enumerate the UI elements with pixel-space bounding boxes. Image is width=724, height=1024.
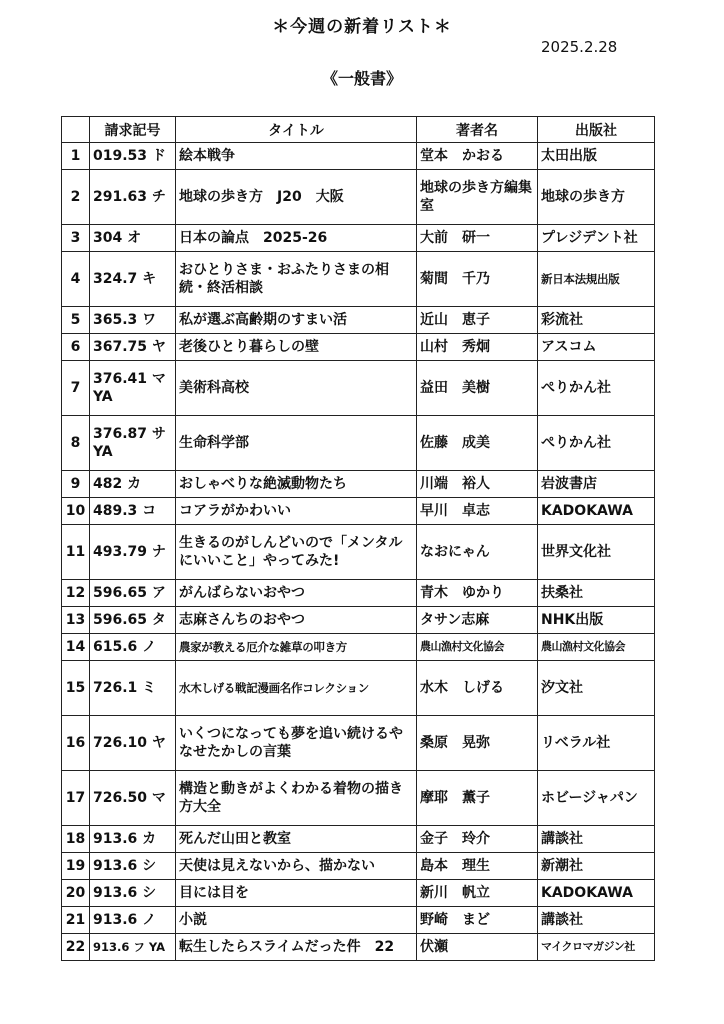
call-number-cell: 913.6 シ: [90, 880, 176, 907]
author-cell: 堂本 かおる: [417, 143, 538, 170]
title-cell: 地球の歩き方 J20 大阪: [176, 170, 417, 225]
column-header-number: [62, 117, 90, 143]
publisher-cell: マイクロマガジン社: [538, 934, 655, 961]
author-cell: 金子 玲介: [417, 826, 538, 853]
publisher-cell: 太田出版: [538, 143, 655, 170]
row-number: 6: [62, 334, 90, 361]
publisher-cell: ぺりかん社: [538, 416, 655, 471]
author-cell: 新川 帆立: [417, 880, 538, 907]
table-row: [62, 661, 655, 716]
publisher-cell: 世界文化社: [538, 525, 655, 580]
author-cell: 摩耶 薫子: [417, 771, 538, 826]
title-cell: 農家が教える厄介な雑草の叩き方: [176, 634, 417, 661]
table-row: [62, 498, 655, 525]
section-heading: 《一般書》: [321, 69, 402, 88]
row-number: 1: [62, 143, 90, 170]
title-cell: 日本の論点 2025-26: [176, 225, 417, 252]
table-header-row: [62, 117, 655, 143]
column-header-call-number: 請求記号: [90, 117, 176, 143]
table-row: [62, 880, 655, 907]
title-cell: 目には目を: [176, 880, 417, 907]
call-number-cell: 726.50 マ: [90, 771, 176, 826]
table-row: [62, 853, 655, 880]
table-row: [62, 826, 655, 853]
row-number: 9: [62, 471, 90, 498]
row-number: 15: [62, 661, 90, 716]
table-row: [62, 307, 655, 334]
table-row: [62, 143, 655, 170]
page-title: ＊今週の新着リスト＊: [272, 17, 452, 37]
publisher-cell: 岩波書店: [538, 471, 655, 498]
table-row: [62, 416, 655, 471]
publisher-cell: 汐文社: [538, 661, 655, 716]
table-row: [62, 525, 655, 580]
new-arrivals-table: [61, 116, 655, 961]
table-row: [62, 716, 655, 771]
author-cell: 益田 美樹: [417, 361, 538, 416]
table-row: [62, 170, 655, 225]
call-number-cell: 913.6 シ: [90, 853, 176, 880]
call-number-cell: 596.65 タ: [90, 607, 176, 634]
publisher-cell: ぺりかん社: [538, 361, 655, 416]
publisher-cell: アスコム: [538, 334, 655, 361]
author-cell: 近山 恵子: [417, 307, 538, 334]
author-cell: 佐藤 成美: [417, 416, 538, 471]
table-row: [62, 634, 655, 661]
table-row: [62, 225, 655, 252]
author-cell: 早川 卓志: [417, 498, 538, 525]
author-cell: 青木 ゆかり: [417, 580, 538, 607]
call-number-cell: 913.6 ノ: [90, 907, 176, 934]
call-number-cell: 615.6 ノ: [90, 634, 176, 661]
call-number-cell: 913.6 カ: [90, 826, 176, 853]
title-cell: 生命科学部: [176, 416, 417, 471]
row-number: 19: [62, 853, 90, 880]
publisher-cell: 扶桑社: [538, 580, 655, 607]
table-row: [62, 607, 655, 634]
row-number: 5: [62, 307, 90, 334]
table-row: [62, 771, 655, 826]
call-number-cell: 913.6 フ YA: [90, 934, 176, 961]
publisher-cell: KADOKAWA: [538, 880, 655, 907]
title-cell: 美術科高校: [176, 361, 417, 416]
title-cell: 絵本戦争: [176, 143, 417, 170]
publisher-cell: 農山漁村文化協会: [538, 634, 655, 661]
author-cell: 農山漁村文化協会: [417, 634, 538, 661]
row-number: 7: [62, 361, 90, 416]
table-row: [62, 934, 655, 961]
author-cell: 菊間 千乃: [417, 252, 538, 307]
table-row: [62, 252, 655, 307]
call-number-cell: 291.63 チ: [90, 170, 176, 225]
publisher-cell: 講談社: [538, 826, 655, 853]
publisher-cell: ホビージャパン: [538, 771, 655, 826]
table-row: [62, 361, 655, 416]
call-number-cell: 324.7 キ: [90, 252, 176, 307]
author-cell: なおにゃん: [417, 525, 538, 580]
author-cell: 大前 研一: [417, 225, 538, 252]
author-cell: 伏瀬: [417, 934, 538, 961]
title-cell: おひとりさま・おふたりさまの相続・終活相談: [176, 252, 417, 307]
title-cell: 志麻さんちのおやつ: [176, 607, 417, 634]
publisher-cell: NHK出版: [538, 607, 655, 634]
call-number-cell: 304 オ: [90, 225, 176, 252]
call-number-cell: 726.10 ヤ: [90, 716, 176, 771]
row-number: 16: [62, 716, 90, 771]
row-number: 14: [62, 634, 90, 661]
publisher-cell: 地球の歩き方: [538, 170, 655, 225]
row-number: 13: [62, 607, 90, 634]
author-cell: 桑原 晃弥: [417, 716, 538, 771]
row-number: 12: [62, 580, 90, 607]
title-cell: 水木しげる戦記漫画名作コレクション: [176, 661, 417, 716]
row-number: 8: [62, 416, 90, 471]
title-cell: がんばらないおやつ: [176, 580, 417, 607]
author-cell: 地球の歩き方編集室: [417, 170, 538, 225]
publisher-cell: 新潮社: [538, 853, 655, 880]
author-cell: 野崎 まど: [417, 907, 538, 934]
author-cell: タサン志麻: [417, 607, 538, 634]
row-number: 2: [62, 170, 90, 225]
publisher-cell: 新日本法規出版: [538, 252, 655, 307]
author-cell: 山村 秀炯: [417, 334, 538, 361]
call-number-cell: 365.3 ワ: [90, 307, 176, 334]
publisher-cell: 彩流社: [538, 307, 655, 334]
page-date: 2025.2.28: [541, 38, 618, 56]
row-number: 11: [62, 525, 90, 580]
author-cell: 島本 理生: [417, 853, 538, 880]
table-row: [62, 580, 655, 607]
title-cell: おしゃべりな絶滅動物たち: [176, 471, 417, 498]
call-number-cell: 726.1 ミ: [90, 661, 176, 716]
call-number-cell: 596.65 ア: [90, 580, 176, 607]
row-number: 20: [62, 880, 90, 907]
table-row: [62, 471, 655, 498]
row-number: 4: [62, 252, 90, 307]
table-row: [62, 334, 655, 361]
column-header-title: タイトル: [176, 117, 417, 143]
call-number-cell: 376.87 サ YA: [90, 416, 176, 471]
row-number: 21: [62, 907, 90, 934]
title-cell: いくつになっても夢を追い続けるやなせたかしの言葉: [176, 716, 417, 771]
call-number-cell: 482 カ: [90, 471, 176, 498]
column-header-author: 著者名: [417, 117, 538, 143]
title-cell: 転生したらスライムだった件 22: [176, 934, 417, 961]
call-number-cell: 489.3 コ: [90, 498, 176, 525]
table-row: [62, 907, 655, 934]
publisher-cell: 講談社: [538, 907, 655, 934]
title-cell: 天使は見えないから、描かない: [176, 853, 417, 880]
row-number: 10: [62, 498, 90, 525]
title-cell: 私が選ぶ高齢期のすまい活: [176, 307, 417, 334]
publisher-cell: プレジデント社: [538, 225, 655, 252]
publisher-cell: KADOKAWA: [538, 498, 655, 525]
title-cell: 生きるのがしんどいので「メンタルにいいこと」やってみた!: [176, 525, 417, 580]
title-cell: コアラがかわいい: [176, 498, 417, 525]
row-number: 17: [62, 771, 90, 826]
row-number: 3: [62, 225, 90, 252]
call-number-cell: 493.79 ナ: [90, 525, 176, 580]
title-cell: 小説: [176, 907, 417, 934]
title-cell: 構造と動きがよくわかる着物の描き方大全: [176, 771, 417, 826]
author-cell: 水木 しげる: [417, 661, 538, 716]
row-number: 18: [62, 826, 90, 853]
column-header-publisher: 出版社: [538, 117, 655, 143]
call-number-cell: 019.53 ド: [90, 143, 176, 170]
call-number-cell: 376.41 マ YA: [90, 361, 176, 416]
author-cell: 川端 裕人: [417, 471, 538, 498]
title-cell: 死んだ山田と教室: [176, 826, 417, 853]
row-number: 22: [62, 934, 90, 961]
call-number-cell: 367.75 ヤ: [90, 334, 176, 361]
publisher-cell: リベラル社: [538, 716, 655, 771]
title-cell: 老後ひとり暮らしの壁: [176, 334, 417, 361]
